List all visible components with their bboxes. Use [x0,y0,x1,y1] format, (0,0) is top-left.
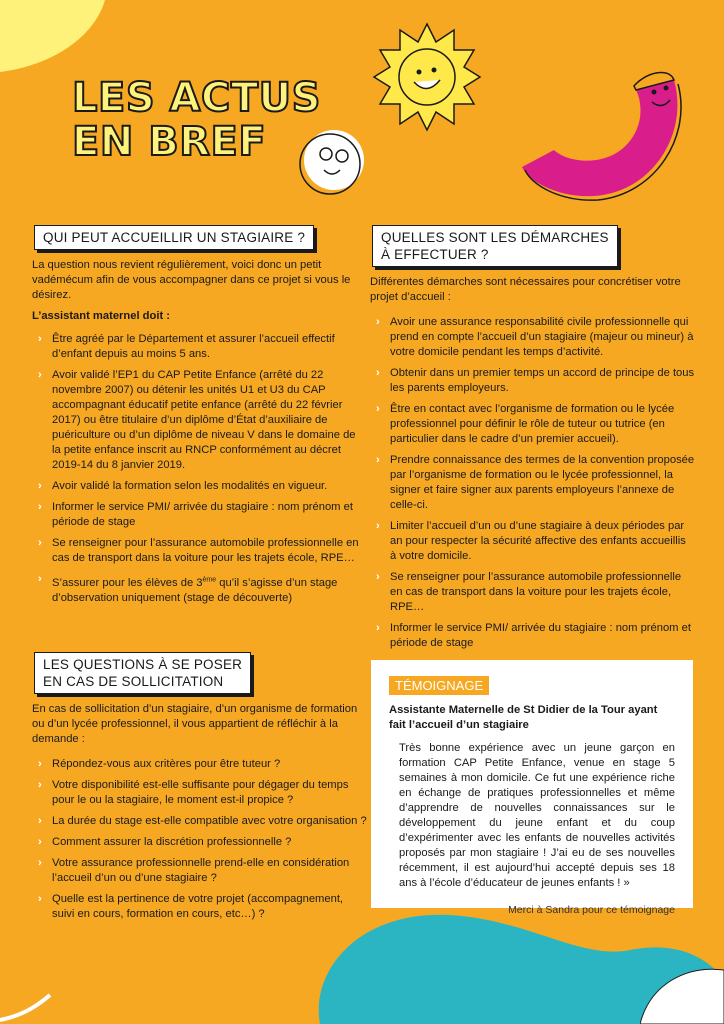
white-bottom-blob [640,960,724,1024]
chevron-right-icon: › [376,316,380,328]
list-item [376,519,695,564]
list-item [38,778,367,808]
list-item [38,368,362,473]
testimony-body: Très bonne expérience avec un jeune garçon en formation CAP Petite Enfance, venue en stage 5 semaines à mon domicile. Ce fut une expérience riche en échange de pratiques professionnelles et même d’apprendre de nouvelles connaissances sur le développement du jeune enfant et du coup d’expérimenter avec les enfants de nouvelles activités proposés par mon stagiaire ! J’ai eu de ses nouvelles récemment, il est aujourd’hui accepté depuis ses 18 ans à l’école d’éducateur de jeunes enfants ! » [399,742,675,889]
testimony-tag: TÉMOIGNAGE [389,676,489,695]
chevron-right-icon: › [376,520,380,532]
list-item-text: Se renseigner pour l’assurance automobile professionnelle en cas de transport dans la voiture pour les trajets école, RPE… [390,571,682,613]
title-line-1: LES ACTUS [72,75,321,121]
list-item-text: S’assurer pour les élèves de 3ème qu’il s’agisse d’un stage d’observation uniquement (stage de découverte) [52,576,338,604]
list-item [38,835,367,850]
section-who-can-host [32,225,362,612]
list-item-text: Votre disponibilité est-elle suffisante pour dégager du temps pour le ou la stagiaire, le moment est-il propice ? [52,779,349,806]
list-item-text: Informer le service PMI/ arrivée du stagiaire : nom prénom et période de stage [390,622,691,649]
chevron-right-icon: › [38,779,42,791]
chevron-right-icon: › [38,501,42,513]
chevron-right-icon: › [38,369,42,381]
magenta-arch-character-icon [514,62,692,202]
chevron-right-icon: › [376,454,380,466]
yellow-corner-blob [0,0,110,80]
title-line-2: EN BREF [72,119,267,165]
list-item-text: Limiter l’accueil d’un ou d’une stagiaire à deux périodes par an pour respecter la sécurité affective des enfants accueillis à votre domicile. [390,520,686,562]
list-item-text: Informer le service PMI/ arrivée du stagiaire : nom prénom et période de stage [52,501,353,528]
list-item-text: Se renseigner pour l’assurance automobile professionnelle en cas de transport dans la voiture pour les trajets école, RPE… [52,537,359,564]
section-intro: Différentes démarches sont nécessaires pour concrétiser votre projet d’accueil : [370,276,681,303]
list-item [38,814,367,829]
chevron-right-icon: › [376,403,380,415]
section-heading: LES QUESTIONS À SE POSER EN CAS DE SOLLICITATION [34,652,251,694]
list-item [376,621,695,651]
list-item-text: Avoir une assurance responsabilité civile professionnelle qui prend en compte l’accueil d’un stagiaire (majeur ou mineur) à votre domicile pendant les temps d’activité. [390,316,694,358]
page-title [72,76,321,164]
list-item [376,366,695,396]
list-item [38,500,362,530]
chevron-right-icon: › [38,333,42,345]
list-item-text: La durée du stage est-elle compatible avec votre organisation ? [52,815,367,827]
questions-list [32,757,367,922]
sun-face-icon [372,22,482,132]
chevron-right-icon: › [376,571,380,583]
chevron-right-icon: › [38,836,42,848]
testimony-heading: Assistante Maternelle de St Didier de la Tour ayant fait l’accueil d’un stagiaire [389,704,658,731]
list-item-text: Être en contact avec l’organisme de formation ou le lycée professionnel pour définir le rôle de tuteur ou tutrice (en particulier dans le cadre d’un premier accueil). [390,403,675,445]
section-heading: QUI PEUT ACCUEILLIR UN STAGIAIRE ? [34,225,314,250]
list-item [38,572,362,606]
list-item [38,757,367,772]
chevron-right-icon: › [38,573,42,585]
list-item-text: Obtenir dans un premier temps un accord de principe de tous les parents employeurs. [390,367,695,394]
requirements-list [32,332,362,606]
chevron-right-icon: › [38,815,42,827]
list-item [38,479,362,494]
chevron-right-icon: › [38,893,42,905]
chevron-right-icon: › [376,622,380,634]
list-item [376,402,695,447]
list-item [38,536,362,566]
list-item-text: Comment assurer la discrétion professionnelle ? [52,836,292,848]
list-item-text: Prendre connaissance des termes de la convention proposée par l’organisme de formation ou le lycée professionnel, la signer et faire signer aux parents employeurs l’annexe de celle-ci. [390,454,695,511]
white-left-dash [0,990,60,1024]
list-item [38,332,362,362]
section-intro: La question nous revient régulièrement, voici donc un petit vadémécum afin de vous accompagner dans ce projet si vous le désirez. [32,259,351,301]
list-item-text: Avoir validé l’EP1 du CAP Petite Enfance (arrêté du 22 novembre 2007) ou détenir les unités U1 et U3 du CAP accompagnant éducatif petite enfance (arrêté du 22 février 2017) ou être titulaire d’un diplôme d’État d’auxiliaire de puériculture ou d’un diplôme de niveau V dans le domaine de la petite enfance inscrit au RNCP conformément au décret 2019-14 du 8 janvier 2019. [52,369,356,471]
chevron-right-icon: › [38,758,42,770]
list-item-text: Votre assurance professionnelle prend-elle en considération l’accueil d’un ou d’une stagiaire ? [52,857,350,884]
list-item-text: Répondez-vous aux critères pour être tuteur ? [52,758,281,770]
testimony-thanks: Merci à Sandra pour ce témoignage [508,904,675,916]
list-item-text: Avoir validé la formation selon les modalités en vigueur. [52,480,328,492]
chevron-right-icon: › [38,480,42,492]
section-heading: QUELLES SONT LES DÉMARCHES À EFFECTUER ? [372,225,618,267]
list-item-text: Être agréé par le Département et assurer l’accueil effectif d’enfant depuis au moins 5 ans. [52,333,335,360]
chevron-right-icon: › [376,367,380,379]
steps-list [370,315,695,651]
list-item [376,315,695,360]
list-item-text: Quelle est la pertinence de votre projet (accompagnement, suivi en cours, formation en cours, etc…) ? [52,893,344,920]
section-questions [32,652,367,928]
testimony-box [371,660,693,916]
chevron-right-icon: › [38,537,42,549]
list-item [38,856,367,886]
list-item [376,570,695,615]
list-item [38,892,367,922]
section-steps [370,225,695,657]
section-subheading: L’assistant maternel doit : [32,310,171,322]
list-item [376,453,695,513]
chevron-right-icon: › [38,857,42,869]
section-intro: En cas de sollicitation d’un stagiaire, d’un organisme de formation ou d’un lycée professionnel, il vous appartient de réfléchir à la demande : [32,703,358,745]
